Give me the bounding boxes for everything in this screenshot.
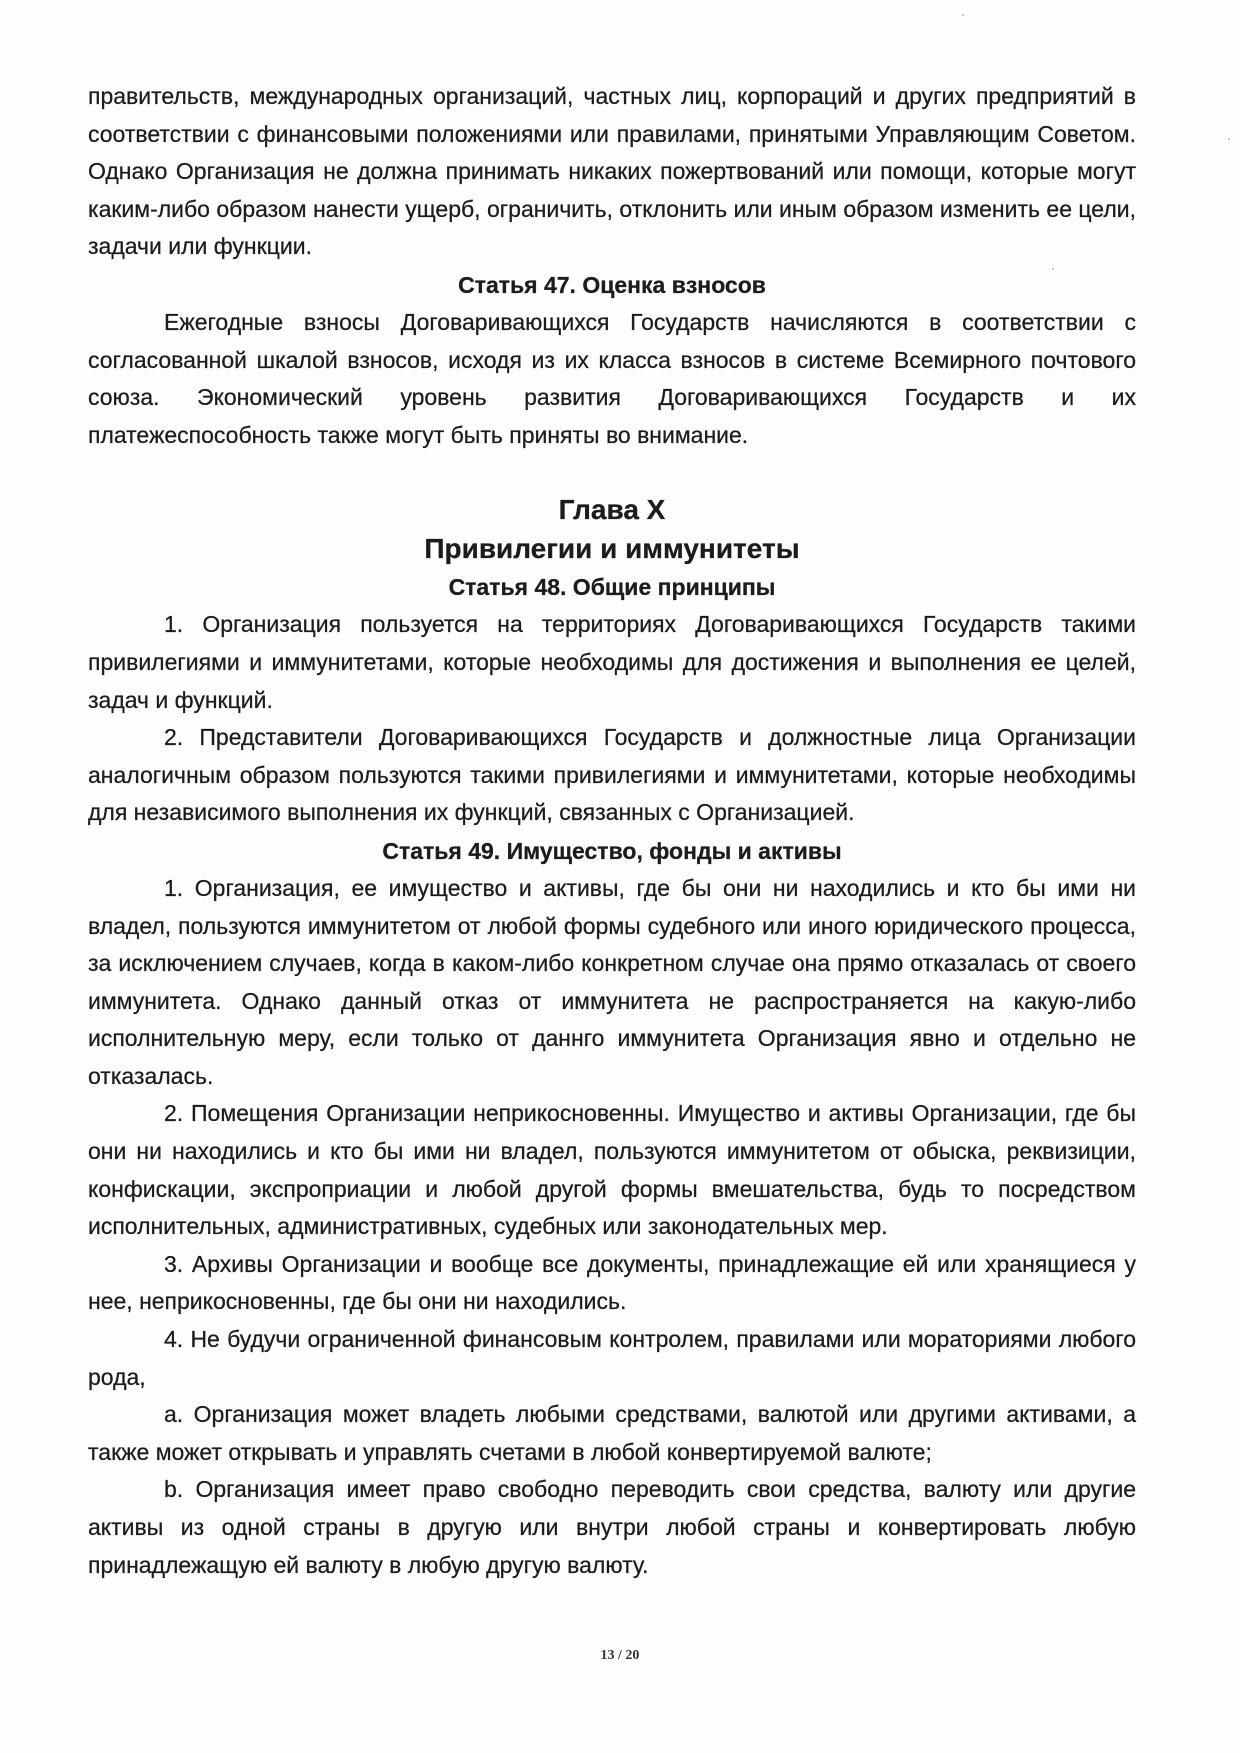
- chapter-number: Глава X: [558, 494, 666, 526]
- article-49-heading: Статья 49. Имущество, фонды и активы: [382, 837, 842, 864]
- article-47-text: Ежегодные взносы Договаривающихся Государств начисляются в соответствии с согласованной шкалой взносов, исходя из их класса взносов в системе Всемирного почтового союза. Экономический уровень развития Договаривающихся Государств и их платежеспособность также могут быть приняты во внимание.: [88, 308, 1136, 448]
- scan-speck: [1228, 138, 1230, 140]
- article-49-paragraph-3: 3. Архивы Организации и вообще все документы, принадлежащие ей или хранящиеся у нее, неприкосновенны, где бы они ни находились.: [88, 1250, 1136, 1315]
- article-48-paragraph-1: 1. Организация пользуется на территориях Договаривающихся Государств такими привилегиями и иммунитетами, которые необходимы для достижения и выполнения ее целей, задач и функций.: [88, 611, 1136, 713]
- article-49-paragraph-1: 1. Организация, ее имущество и активы, где бы они ни находились и кто бы ими ни владел, пользуются иммунитетом от любой формы судебного или иного юридического процесса, за исключением случаев, когда в каком-либо конкретном случае она прямо отказалась от своего иммунитета. Однако данный отказ от иммунитета не распространяется на какую-либо исполнительную меру, если только от даннго иммунитета Организация явно и отдельно не отказалась.: [88, 874, 1136, 1089]
- article-49-item-a: a. Организация может владеть любыми средствами, валютой или другими активами, а также может открывать и управлять счетами в любой конвертируемой валюте;: [88, 1401, 1136, 1465]
- article-47-heading: Статья 47. Оценка взносов: [458, 271, 766, 298]
- article-49-paragraph-2: 2. Помещения Организации неприкосновенны. Имущество и активы Организации, где бы они ни находились и кто бы ими ни владел, пользуются иммунитетом от обыска, реквизиции, конфискации, экспроприации и любой другой формы вмешательства, будь то посредством исполнительных, административных, судебных или законодательных мер.: [88, 1100, 1136, 1240]
- scan-speck: [962, 14, 964, 16]
- article-49-item-b: b. Организация имеет право свободно переводить свои средства, валюту или другие активы из одной страны в другую или внутри любой страны и конвертировать любую принадлежащую ей валюту в любую другую валюту.: [88, 1476, 1136, 1578]
- article-48-paragraph-2: 2. Представители Договаривающихся Государств и должностные лица Организации аналогичным образом пользуются такими привилегиями и иммунитетами, которые необходимы для независимого выполнения их функций, связанных с Организацией.: [88, 724, 1136, 826]
- page-number: 13 / 20: [600, 1648, 640, 1663]
- article-49-paragraph-4: 4. Не будучи ограниченной финансовым контролем, правилами или мораториями любого рода,: [88, 1326, 1136, 1390]
- paragraph-continued: правительств, международных организаций, частных лиц, корпораций и других предприятий в соответствии с финансовыми положениями или правилами, принятыми Управляющим Советом. Однако Организация не должна принимать никаких пожертвований или помощи, которые могут каким-либо образом нанести ущерб, ограничить, отклонить или иным образом изменить ее цели, задачи или функции.: [88, 83, 1136, 260]
- document-body: [88, 78, 1136, 1584]
- chapter-title: Привилегии и иммунитеты: [424, 533, 800, 565]
- article-48-heading: Статья 48. Общие принципы: [448, 574, 776, 601]
- section-gap: [88, 454, 1136, 490]
